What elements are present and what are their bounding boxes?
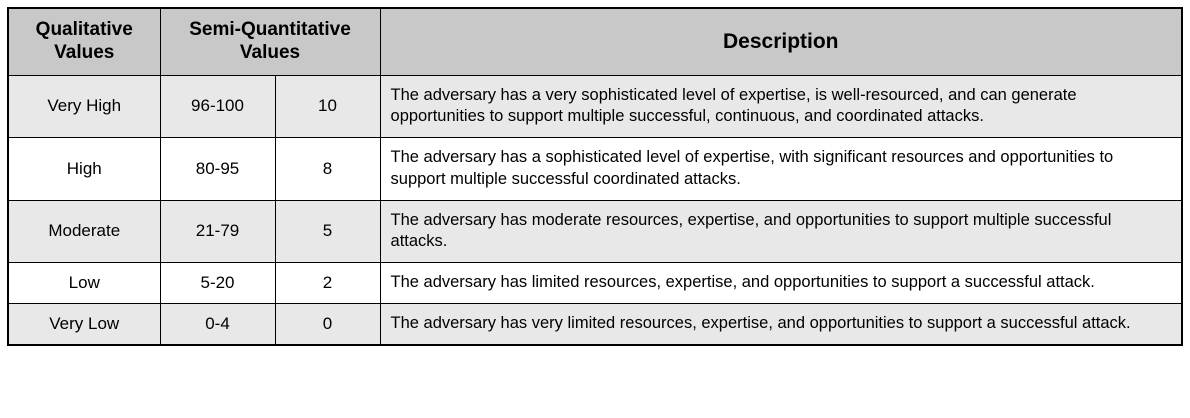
- table-body: [8, 75, 1182, 345]
- table-row: [8, 138, 1182, 201]
- cell-description: The adversary has a sophisticated level of expertise, with significant resources and opportunities to support multiple successful coordinated attacks.: [380, 138, 1182, 201]
- cell-semi-quantitative-score: 8: [275, 138, 380, 201]
- table-row: [8, 263, 1182, 304]
- table-header: [8, 8, 1182, 75]
- cell-qualitative-value: Moderate: [8, 200, 160, 263]
- column-header-description: Description: [380, 8, 1182, 75]
- cell-semi-quantitative-range: 21-79: [160, 200, 275, 263]
- cell-semi-quantitative-score: 5: [275, 200, 380, 263]
- cell-semi-quantitative-range: 96-100: [160, 75, 275, 138]
- cell-description: The adversary has a very sophisticated level of expertise, is well-resourced, and can generate opportunities to support multiple successful, continuous, and coordinated attacks.: [380, 75, 1182, 138]
- cell-semi-quantitative-score: 0: [275, 303, 380, 344]
- header-line-1: Qualitative: [35, 19, 133, 40]
- cell-qualitative-value: Very High: [8, 75, 160, 138]
- cell-qualitative-value: High: [8, 138, 160, 201]
- cell-semi-quantitative-range: 5-20: [160, 263, 275, 304]
- header-line-2: Values: [54, 41, 115, 63]
- table-row: [8, 303, 1182, 344]
- cell-description: The adversary has limited resources, expertise, and opportunities to support a successful attack.: [380, 263, 1182, 304]
- cell-semi-quantitative-score: 10: [275, 75, 380, 138]
- cell-semi-quantitative-score: 2: [275, 263, 380, 304]
- cell-description: The adversary has moderate resources, expertise, and opportunities to support multiple successful attacks.: [380, 200, 1182, 263]
- header-row: [8, 8, 1182, 75]
- header-line-1: Semi-Quantitative: [189, 19, 351, 40]
- cell-semi-quantitative-range: 0-4: [160, 303, 275, 344]
- adversary-capability-table: [7, 7, 1183, 346]
- column-header-qualitative-values: [8, 8, 160, 75]
- column-header-semi-quantitative-values: [160, 8, 380, 75]
- cell-qualitative-value: Very Low: [8, 303, 160, 344]
- table-row: [8, 75, 1182, 138]
- cell-semi-quantitative-range: 80-95: [160, 138, 275, 201]
- cell-description: The adversary has very limited resources, expertise, and opportunities to support a successful attack.: [380, 303, 1182, 344]
- header-line-2: Values: [239, 41, 301, 63]
- cell-qualitative-value: Low: [8, 263, 160, 304]
- table-row: [8, 200, 1182, 263]
